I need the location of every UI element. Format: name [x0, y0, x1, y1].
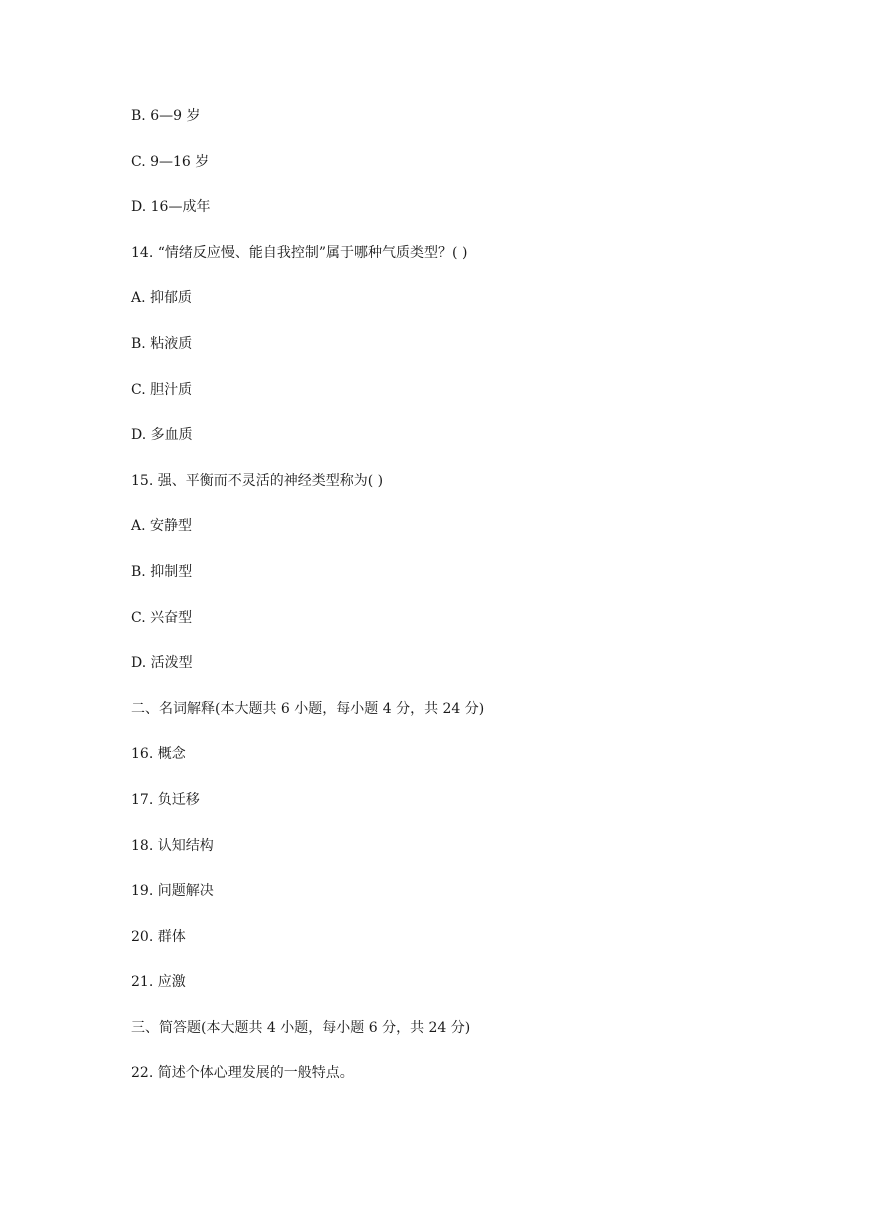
question-20: 20. 群体 — [131, 928, 186, 945]
question-21: 21. 应激 — [131, 974, 186, 991]
option-c-age: C. 9—16 岁 — [131, 153, 210, 170]
q15-option-b: B. 抑制型 — [131, 563, 193, 580]
question-17: 17. 负迁移 — [131, 791, 200, 808]
question-15: 15. 强、平衡而不灵活的神经类型称为( ) — [131, 472, 384, 489]
question-18: 18. 认知结构 — [131, 837, 214, 854]
q14-option-a: A. 抑郁质 — [131, 290, 193, 307]
section-heading-terms: 二、名词解释(本大题共 6 小题，每小题 4 分，共 24 分) — [131, 700, 485, 717]
q15-option-a: A. 安静型 — [131, 518, 193, 535]
q14-option-b: B. 粘液质 — [131, 335, 193, 352]
question-19: 19. 问题解决 — [131, 883, 214, 900]
section-heading-short-answer: 三、简答题(本大题共 4 小题，每小题 6 分，共 24 分) — [131, 1019, 471, 1036]
q14-option-d: D. 多血质 — [131, 427, 193, 444]
option-d-age: D. 16—成年 — [131, 199, 211, 216]
q15-option-c: C. 兴奋型 — [131, 609, 193, 626]
option-b-age: B. 6—9 岁 — [131, 108, 201, 124]
q14-option-c: C. 胆汁质 — [131, 381, 193, 398]
question-14: 14. “情绪反应慢、能自我控制”属于哪种气质类型？( ) — [131, 244, 468, 261]
question-22: 22. 简述个体心理发展的一般特点。 — [131, 1065, 354, 1082]
document-body — [131, 104, 484, 1107]
question-16: 16. 概念 — [131, 746, 186, 763]
q15-option-d: D. 活泼型 — [131, 655, 193, 672]
